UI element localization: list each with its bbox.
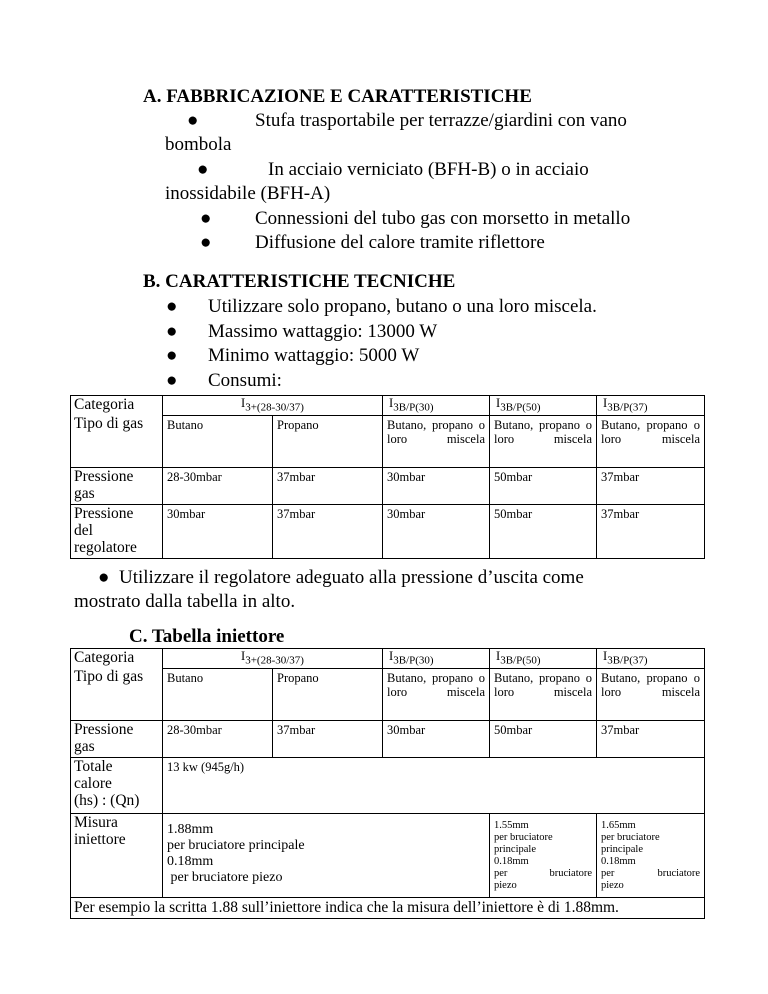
bullet-icon: ● [200,232,212,253]
category-i3bp-37: $I_{3B/P(37)}$ [597,396,705,416]
section-b-item-3: Minimo wattaggio: 5000 W [208,345,420,366]
gas-pressure-30: 30mbar [383,720,490,757]
gas-pressure-37: 37mbar [597,720,705,757]
injector-footnote: Per esempio la scritta 1.88 sull’iniettore indica che la misura dell’iniettore è di 1.88mm. [71,897,705,918]
section-a-item-2-cont: inossidabile (BFH-A) [165,183,331,204]
category-i3-plus: $I_{3+(28-30/37)}$ [163,396,383,416]
gas-type-butano: Butano [163,668,273,720]
section-b-item-1: Utilizzare solo propano, butano o una loro miscela. [208,296,597,317]
gas-pressure-butano: 28-30mbar [163,467,273,504]
gas-type-mix-30: Butano, propano o loro miscela [383,415,490,467]
section-b-item-2: Massimo wattaggio: 13000 W [208,321,438,342]
gas-pressure-30: 30mbar [383,467,490,504]
reg-pressure-30: 30mbar [383,504,490,558]
category-i3bp-30: $I_{3B/P(30)}$ [383,649,490,669]
gas-type-mix-50: Butano, propano o loro miscela [490,415,597,467]
row-label-pressione-gas: Pressione gas [71,467,163,504]
reg-pressure-butano: 30mbar [163,504,273,558]
section-b-heading: B. CARATTERISTICHE TECNICHE [143,271,456,292]
injector-size-37: 1.65mm per bruciatore principale 0.18mm per bruciatore piezo [597,813,705,897]
gas-pressure-50: 50mbar [490,467,597,504]
bullet-icon: ● [98,567,110,588]
row-label-pressione-gas: Pressione gas [71,720,163,757]
gas-type-mix-30: Butano, propano o loro miscela [383,668,490,720]
row-label-misura-iniettore: Misura iniettore [71,813,163,897]
gas-pressure-37: 37mbar [597,467,705,504]
regulator-note-line1: Utilizzare il regolatore adeguato alla pressione d’uscita come [119,567,584,588]
category-i3bp-50: $I_{3B/P(50)}$ [490,649,597,669]
gas-type-mix-37: Butano, propano o loro miscela [597,415,705,467]
bullet-icon: ● [200,208,212,229]
gas-type-mix-50: Butano, propano o loro miscela [490,668,597,720]
gas-pressure-butano: 28-30mbar [163,720,273,757]
section-a-item-4: Diffusione del calore tramite riflettore [255,232,545,253]
gas-pressure-propano: 37mbar [273,720,383,757]
injector-size-main: 1.88mm per bruciatore principale 0.18mm per bruciatore piezo [163,813,490,897]
injector-table [70,648,705,919]
section-a-item-1-cont: bombola [165,134,232,155]
row-label-totale-calore: Totale calore (hs) : (Qn) [71,757,163,813]
gas-type-propano: Propano [273,415,383,467]
bullet-icon: ● [166,296,178,317]
injector-size-50: 1.55mm per bruciatore principale 0.18mm per bruciatore piezo [490,813,597,897]
total-heat-value: 13 kw (945g/h) [163,757,705,813]
gas-pressure-propano: 37mbar [273,467,383,504]
gas-type-mix-37: Butano, propano o loro miscela [597,668,705,720]
row-label-pressione-regolatore: Pressione del regolatore [71,504,163,558]
reg-pressure-37: 37mbar [597,504,705,558]
gas-pressure-50: 50mbar [490,720,597,757]
regulator-note-line2: mostrato dalla tabella in alto. [74,591,296,612]
gas-type-propano: Propano [273,668,383,720]
bullet-icon: ● [166,321,178,342]
gas-type-butano: Butano [163,415,273,467]
section-b-item-4: Consumi: [208,370,282,391]
row-label-categoria: Categoria [71,396,163,416]
row-label-tipo: Tipo di gas [71,415,163,467]
bullet-icon: ● [166,370,178,391]
category-i3bp-50: $I_{3B/P(50)}$ [490,396,597,416]
category-i3bp-37: $I_{3B/P(37)}$ [597,649,705,669]
section-a-item-1: Stufa trasportabile per terrazze/giardini con vano [255,110,627,131]
bullet-icon: ● [166,345,178,366]
consumption-table [70,395,705,559]
section-a-heading: A. FABBRICAZIONE E CARATTERISTICHE [143,86,532,107]
row-label-tipo: Tipo di gas [71,668,163,720]
reg-pressure-50: 50mbar [490,504,597,558]
row-label-categoria: Categoria [71,649,163,669]
category-i3bp-30: $I_{3B/P(30)}$ [383,396,490,416]
section-c-heading: C. Tabella iniettore [129,626,285,647]
reg-pressure-propano: 37mbar [273,504,383,558]
bullet-icon: ● [197,159,209,180]
section-a-item-2: In acciaio verniciato (BFH-B) o in acciaio [268,159,589,180]
category-i3-plus: $I_{3+(28-30/37)}$ [163,649,383,669]
section-a-item-3: Connessioni del tubo gas con morsetto in metallo [255,208,631,229]
bullet-icon: ● [187,110,199,131]
